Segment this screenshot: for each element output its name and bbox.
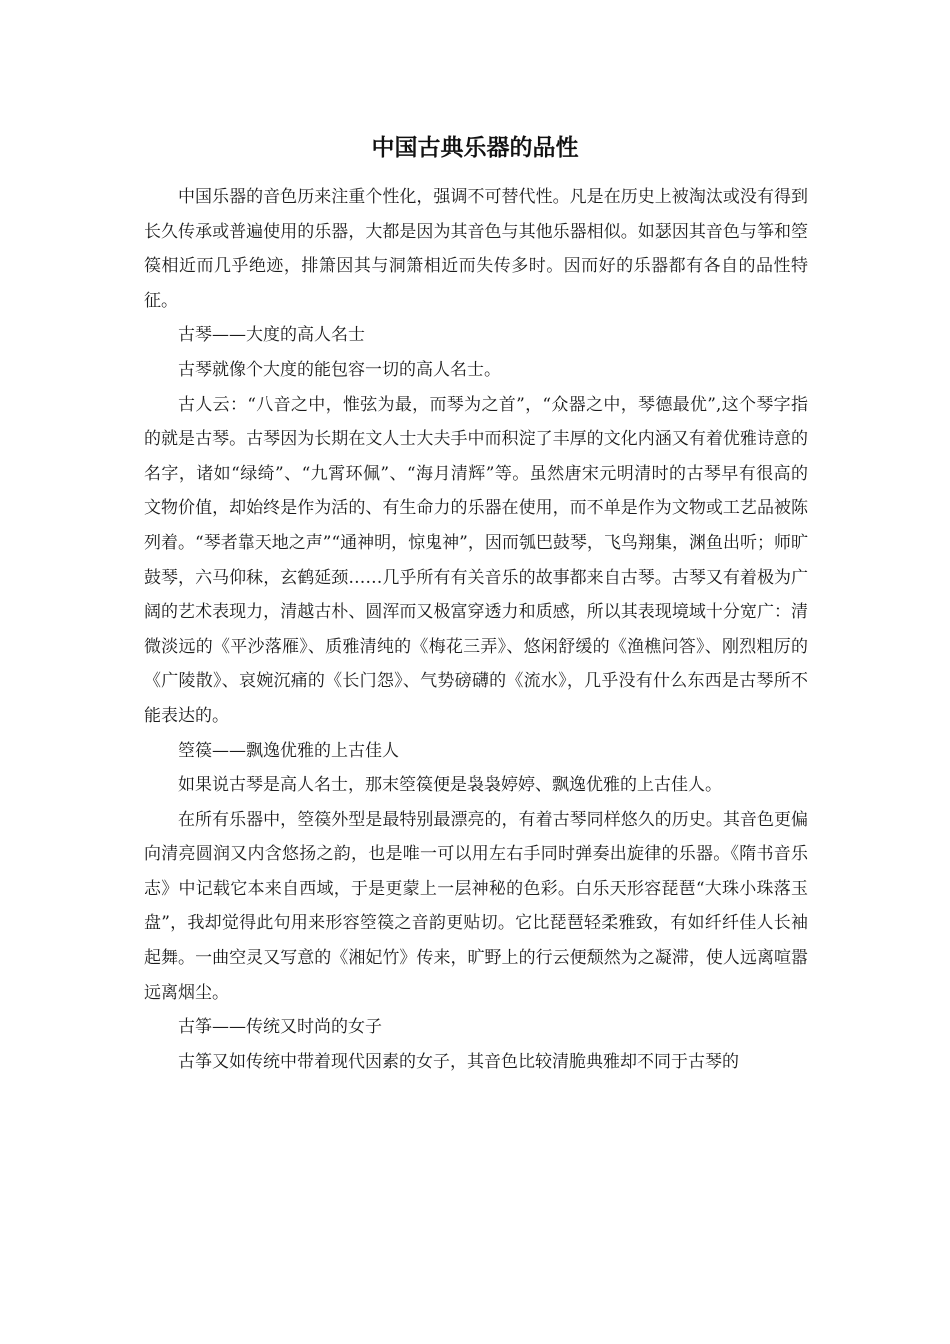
guzheng-body-paragraph: 古筝又如传统中带着现代因素的女子，其音色比较清脆典雅却不同于古琴的 <box>178 1051 739 1072</box>
section-heading-guzheng: 古筝——传统又时尚的女子 <box>178 1017 382 1038</box>
konghou-body-paragraph: 在所有乐器中，箜篌外型是最特别最漂亮的，有着古琴同样悠久的历史。其音色更偏向清亮圆润又内含悠扬之韵，也是唯一可以用左右手同时弹奏出旋律的乐器。《隋书音乐志》中记载它本来自西域，于是更蒙上一层神秘的色彩。白乐天形容琵琶“大珠小珠落玉盘”，我却觉得此句用来形容箜篌之音韵更贴切。它比琵琶轻柔雅致，有如纤纤佳人长袖起舞。一曲空灵又写意的《湘妃竹》传来，旷野上的行云便颓然为之凝滞，使人远离喧嚣远离烟尘。 <box>144 809 808 1003</box>
document-body <box>144 180 808 1079</box>
document-title: 中国古典乐器的品性 <box>371 134 579 161</box>
section-heading-konghou: 箜篌——飘逸优雅的上古佳人 <box>178 740 399 761</box>
section-heading-guqin: 古琴——大度的高人名士 <box>178 325 365 346</box>
intro-paragraph: 中国乐器的音色历来注重个性化，强调不可替代性。凡是在历史上被淘汰或没有得到长久传承或普遍使用的乐器，大都是因为其音色与其他乐器相似。如瑟因其音色与筝和箜篌相近而几乎绝迹，排箫因其与洞箫相近而失传多时。因而好的乐器都有各自的品性特征。 <box>144 187 808 311</box>
konghou-summary-paragraph: 如果说古琴是高人名士，那末箜篌便是袅袅婷婷、飘逸优雅的上古佳人。 <box>178 775 722 796</box>
guqin-summary-paragraph: 古琴就像个大度的能包容一切的高人名士。 <box>178 359 501 380</box>
guqin-body-paragraph: 古人云：“八音之中，惟弦为最，而琴为之首”，“众器之中，琴德最优”,这个琴字指的就是古琴。古琴因为长期在文人士大夫手中而积淀了丰厚的文化内涵又有着优雅诗意的名字，诸如“绿绮”、“九霄环佩”、“海月清辉”等。虽然唐宋元明清时的古琴早有很高的文物价值，却始终是作为活的、有生命力的乐器在使用，而不单是作为文物或工艺品被陈列着。“琴者靠天地之声”“通神明，惊鬼神”，因而瓠巴鼓琴，飞鸟翔集，渊鱼出听；师旷鼓琴，六马仰秣，玄鹤延颈……几乎所有有关音乐的故事都来自古琴。古琴又有着极为广阔的艺术表现力，清越古朴、圆浑而又极富穿透力和质感，所以其表现境域十分宽广：清微淡远的《平沙落雁》、质雅清纯的《梅花三弄》、悠闲舒缓的《渔樵问答》、刚烈粗厉的《广陵散》、哀婉沉痛的《长门怨》、气势磅礴的《流水》，几乎没有什么东西是古琴所不能表达的。 <box>144 394 808 726</box>
